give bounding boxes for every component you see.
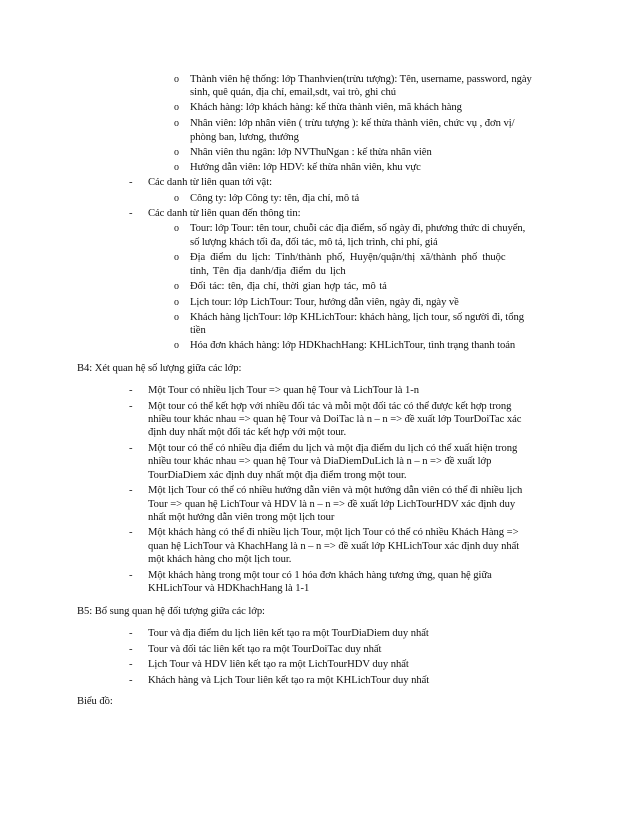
- text-line: một khách hàng cho một lịch tour.: [148, 554, 292, 565]
- text-line: Một khách hàng có thể đi nhiều lịch Tour, một lịch Tour có thể có nhiều Khách Hàng =>: [148, 527, 519, 538]
- text-line: quan hệ LichTour và KhachHang là n – n => đề xuất lớp KHLichTour xác định duy nhất: [148, 541, 520, 552]
- dash-marker: -: [129, 485, 133, 496]
- text-line: Tour và đối tác liên kết tạo ra một TourDoiTac duy nhất: [148, 644, 382, 655]
- text-line: phòng ban, lương, thưởng: [190, 132, 299, 143]
- text-line: Một tour có thể có nhiều địa điểm du lịch và một địa điểm du lịch có thể xuất hiện trong: [148, 443, 518, 454]
- text-line: tỉnh, Tên địa danh/địa điểm du lịch: [190, 266, 346, 277]
- bullet-marker: o: [174, 74, 179, 85]
- text-line: Công ty: lớp Công ty: tên, địa chỉ, mô tả: [190, 193, 360, 204]
- text-line: Lịch tour: lớp LichTour: Tour, hướng dẫn viên, ngày đi, ngày về: [190, 297, 459, 308]
- text-line: Tour và địa điểm du lịch liên kết tạo ra một TourDiaDiem duy nhất: [148, 628, 429, 639]
- text-line: Một tour có thể kết hợp với nhiều đối tác và mỗi một đối tác có thể được kết hợp trong: [148, 401, 512, 412]
- bullet-marker: o: [174, 118, 179, 129]
- dash-marker: -: [129, 177, 133, 188]
- bullet-marker: o: [174, 252, 179, 263]
- dash-marker: -: [129, 401, 133, 412]
- text-line: Khách hàng lịchTour: lớp KHLichTour: khách hàng, lịch tour, số người đi, tổng: [190, 312, 524, 323]
- text-line: sinh, quê quán, địa chỉ, email,sdt, vai trò, ghi chú: [190, 87, 396, 98]
- bullet-marker: o: [174, 102, 179, 113]
- bullet-marker: o: [174, 162, 179, 173]
- dash-marker: -: [129, 208, 133, 219]
- bullet-marker: o: [174, 340, 179, 351]
- section-heading: Các danh từ liên quan tới vật:: [148, 177, 272, 188]
- diagram-label: Biểu đồ:: [77, 696, 113, 707]
- bullet-marker: o: [174, 312, 179, 323]
- text-line: Tour: lớp Tour: tên tour, chuỗi các địa điểm, số ngày đi, phương thức di chuyển,: [190, 223, 526, 234]
- bullet-marker: o: [174, 147, 179, 158]
- text-line: Đối tác: tên, địa chỉ, thời gian hợp tác, mô tả: [190, 281, 387, 292]
- section-heading: Các danh từ liên quan đến thông tin:: [148, 208, 301, 219]
- dash-marker: -: [129, 443, 133, 454]
- dash-marker: -: [129, 659, 133, 670]
- text-line: Một Tour có nhiều lịch Tour => quan hệ Tour và LichTour là 1-n: [148, 385, 419, 396]
- dash-marker: -: [129, 675, 133, 686]
- text-line: số lượng khách tối đa, đối tác, mô tả, lịch trình, chi phí, giá: [190, 237, 438, 248]
- dash-marker: -: [129, 527, 133, 538]
- text-line: định duy nhất một đối tác kết hợp với một tour.: [148, 427, 347, 438]
- text-line: TourDiaDiem xác định duy nhất một địa điểm trong một tour.: [148, 470, 407, 481]
- bullet-marker: o: [174, 193, 179, 204]
- dash-marker: -: [129, 628, 133, 639]
- text-line: Một khách hàng trong một tour có 1 hóa đơn khách hàng tương ứng, quan hệ giữa: [148, 570, 492, 581]
- text-line: nhiều tour khác nhau => quan hệ Tour và DoiTac là n – n => đề xuất lớp TourDoiTac xác: [148, 414, 522, 425]
- text-line: Thành viên hệ thống: lớp Thanhvien(trừu tượng): Tên, username, password, ngày: [190, 74, 532, 85]
- text-line: Khách hàng và Lịch Tour liên kết tạo ra một KHLichTour duy nhất: [148, 675, 430, 686]
- dash-marker: -: [129, 385, 133, 396]
- text-line: Khách hàng: lớp khách hàng: kế thừa thành viên, mã khách hàng: [190, 102, 462, 113]
- dash-marker: -: [129, 570, 133, 581]
- text-line: Hóa đơn khách hàng: lớp HDKhachHang: KHLichTour, tình trạng thanh toán: [190, 340, 516, 351]
- text-line: tiền: [190, 325, 206, 336]
- text-line: Một lịch Tour có thể có nhiều hướng dẫn viên và một hướng dẫn viên có thể đi nhiều lịch: [148, 485, 523, 496]
- section-heading: B4: Xét quan hệ số lượng giữa các lớp:: [77, 363, 242, 374]
- section-heading: B5: Bổ sung quan hệ đối tượng giữa các lớp:: [77, 606, 265, 617]
- text-line: Địa điểm du lịch: Tỉnh/thành phố, Huyện/quận/thị xã/thành phố thuộc: [190, 252, 506, 263]
- text-line: Lịch Tour và HDV liên kết tạo ra một LichTourHDV duy nhất: [148, 659, 409, 670]
- bullet-marker: o: [174, 223, 179, 234]
- bullet-marker: o: [174, 297, 179, 308]
- text-line: KHLichTour và HDKhachHang là 1-1: [148, 583, 310, 594]
- text-line: nhất một hướng dẫn viên trong một lịch tour: [148, 512, 335, 523]
- bullet-marker: o: [174, 281, 179, 292]
- text-line: Nhân viên: lớp nhân viên ( trừu tượng ): kế thừa thành viên, chức vụ , đơn vị/: [190, 118, 515, 129]
- text-line: Hướng dẫn viên: lớp HDV: kế thừa nhân viên, khu vực: [190, 162, 421, 173]
- text-line: Nhân viên thu ngân: lớp NVThuNgan : kế thừa nhân viên: [190, 147, 432, 158]
- text-line: Tour => quan hệ LichTour và HDV là n – n => đề xuất lớp LichTourHDV xác định duy: [148, 499, 516, 510]
- dash-marker: -: [129, 644, 133, 655]
- text-line: nhiều tour khác nhau => quan hệ Tour và DiaDiemDuLich là n – n => đề xuất lớp: [148, 456, 492, 467]
